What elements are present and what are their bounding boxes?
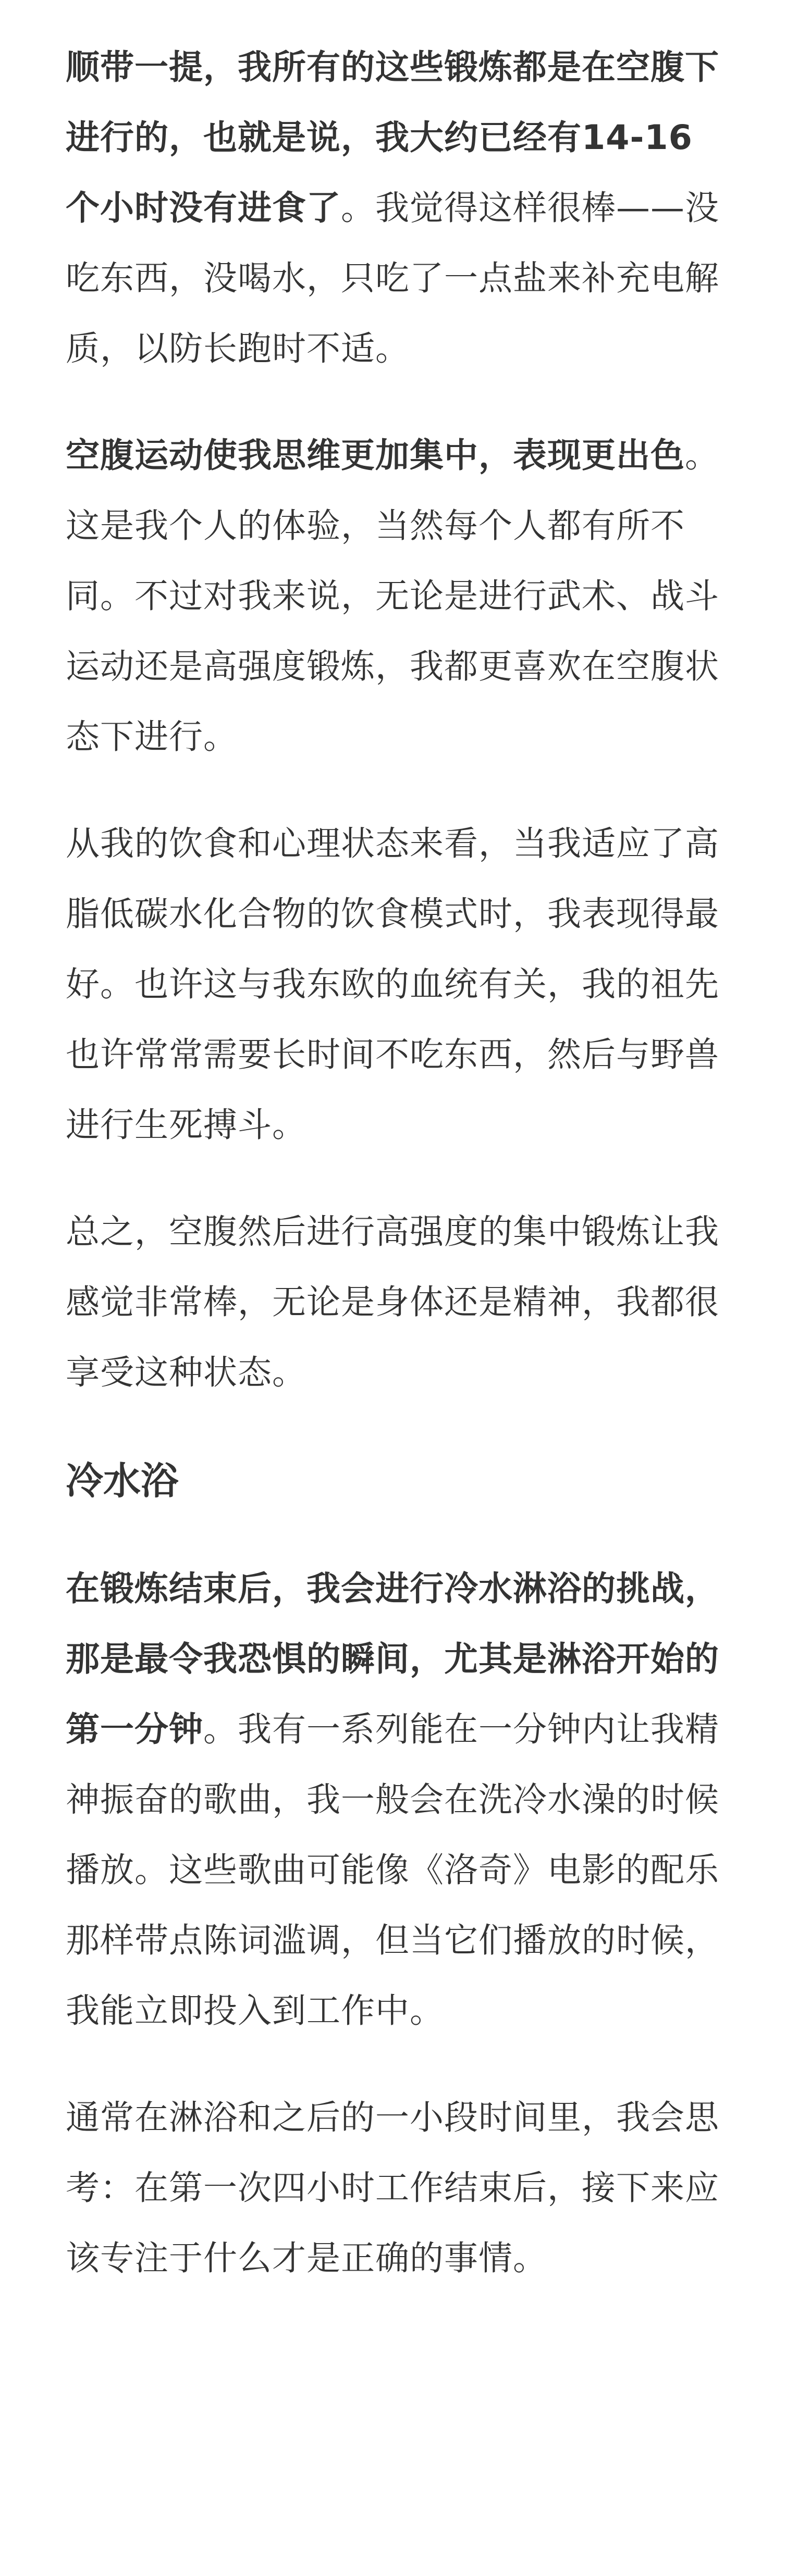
paragraph-text: 。我觉得这样很棒——没吃东西，没喝水，只吃了一点盐来补充电解质，以防长跑时不适。: [66, 189, 720, 368]
bold-emphasis: 顺带一提，我所有的这些锻炼都是在空腹下进行的，也就是说，我大约已经有14-16个小时没有进食了: [66, 48, 720, 228]
paragraph-summary: [66, 1197, 722, 1408]
section-heading-cold-shower: 冷水浴: [66, 1459, 179, 1503]
paragraph-fasting-workout: [66, 32, 722, 384]
paragraph-diet: [66, 809, 722, 1160]
bold-emphasis: 空腹运动使我思维更加集中，表现更出色: [66, 436, 685, 475]
paragraph-text: 总之，空腹然后进行高强度的集中锻炼让我感觉非常棒，无论是身体还是精神，我都很享受这种状态。: [66, 1212, 720, 1392]
paragraph-text: 从我的饮食和心理状态来看，当我适应了高脂低碳水化合物的饮食模式时，我表现得最好。也许这与我东欧的血统有关，我的祖先也许常常需要长时间不吃东西，然后与野兽进行生死搏斗。: [66, 824, 720, 1145]
paragraph-text: 通常在淋浴和之后的一小段时间里，我会思考：在第一次四小时工作结束后，接下来应该专注于什么才是正确的事情。: [66, 2098, 720, 2278]
bold-emphasis: 在锻炼结束后，我会进行冷水淋浴的挑战，那是最令我恐惧的瞬间，尤其是淋浴开始的第一分钟: [66, 1569, 720, 1749]
paragraph-fasting-focus: [66, 420, 722, 772]
paragraph-reflection: [66, 2083, 722, 2294]
paragraph-cold-shower: [66, 1554, 722, 2046]
paragraph-text: 。这是我个人的体验，当然每个人都有所不同。不过对我来说，无论是进行武术、战斗运动还是高强度锻炼，我都更喜欢在空腹状态下进行。: [66, 436, 720, 757]
article-body: [66, 32, 722, 2294]
paragraph-text: 。我有一系列能在一分钟内让我精神振奋的歌曲，我一般会在洗冷水澡的时候播放。这些歌曲可能像《洛奇》电影的配乐那样带点陈词滥调，但当它们播放的时候，我能立即投入到工作中。: [66, 1710, 720, 2030]
